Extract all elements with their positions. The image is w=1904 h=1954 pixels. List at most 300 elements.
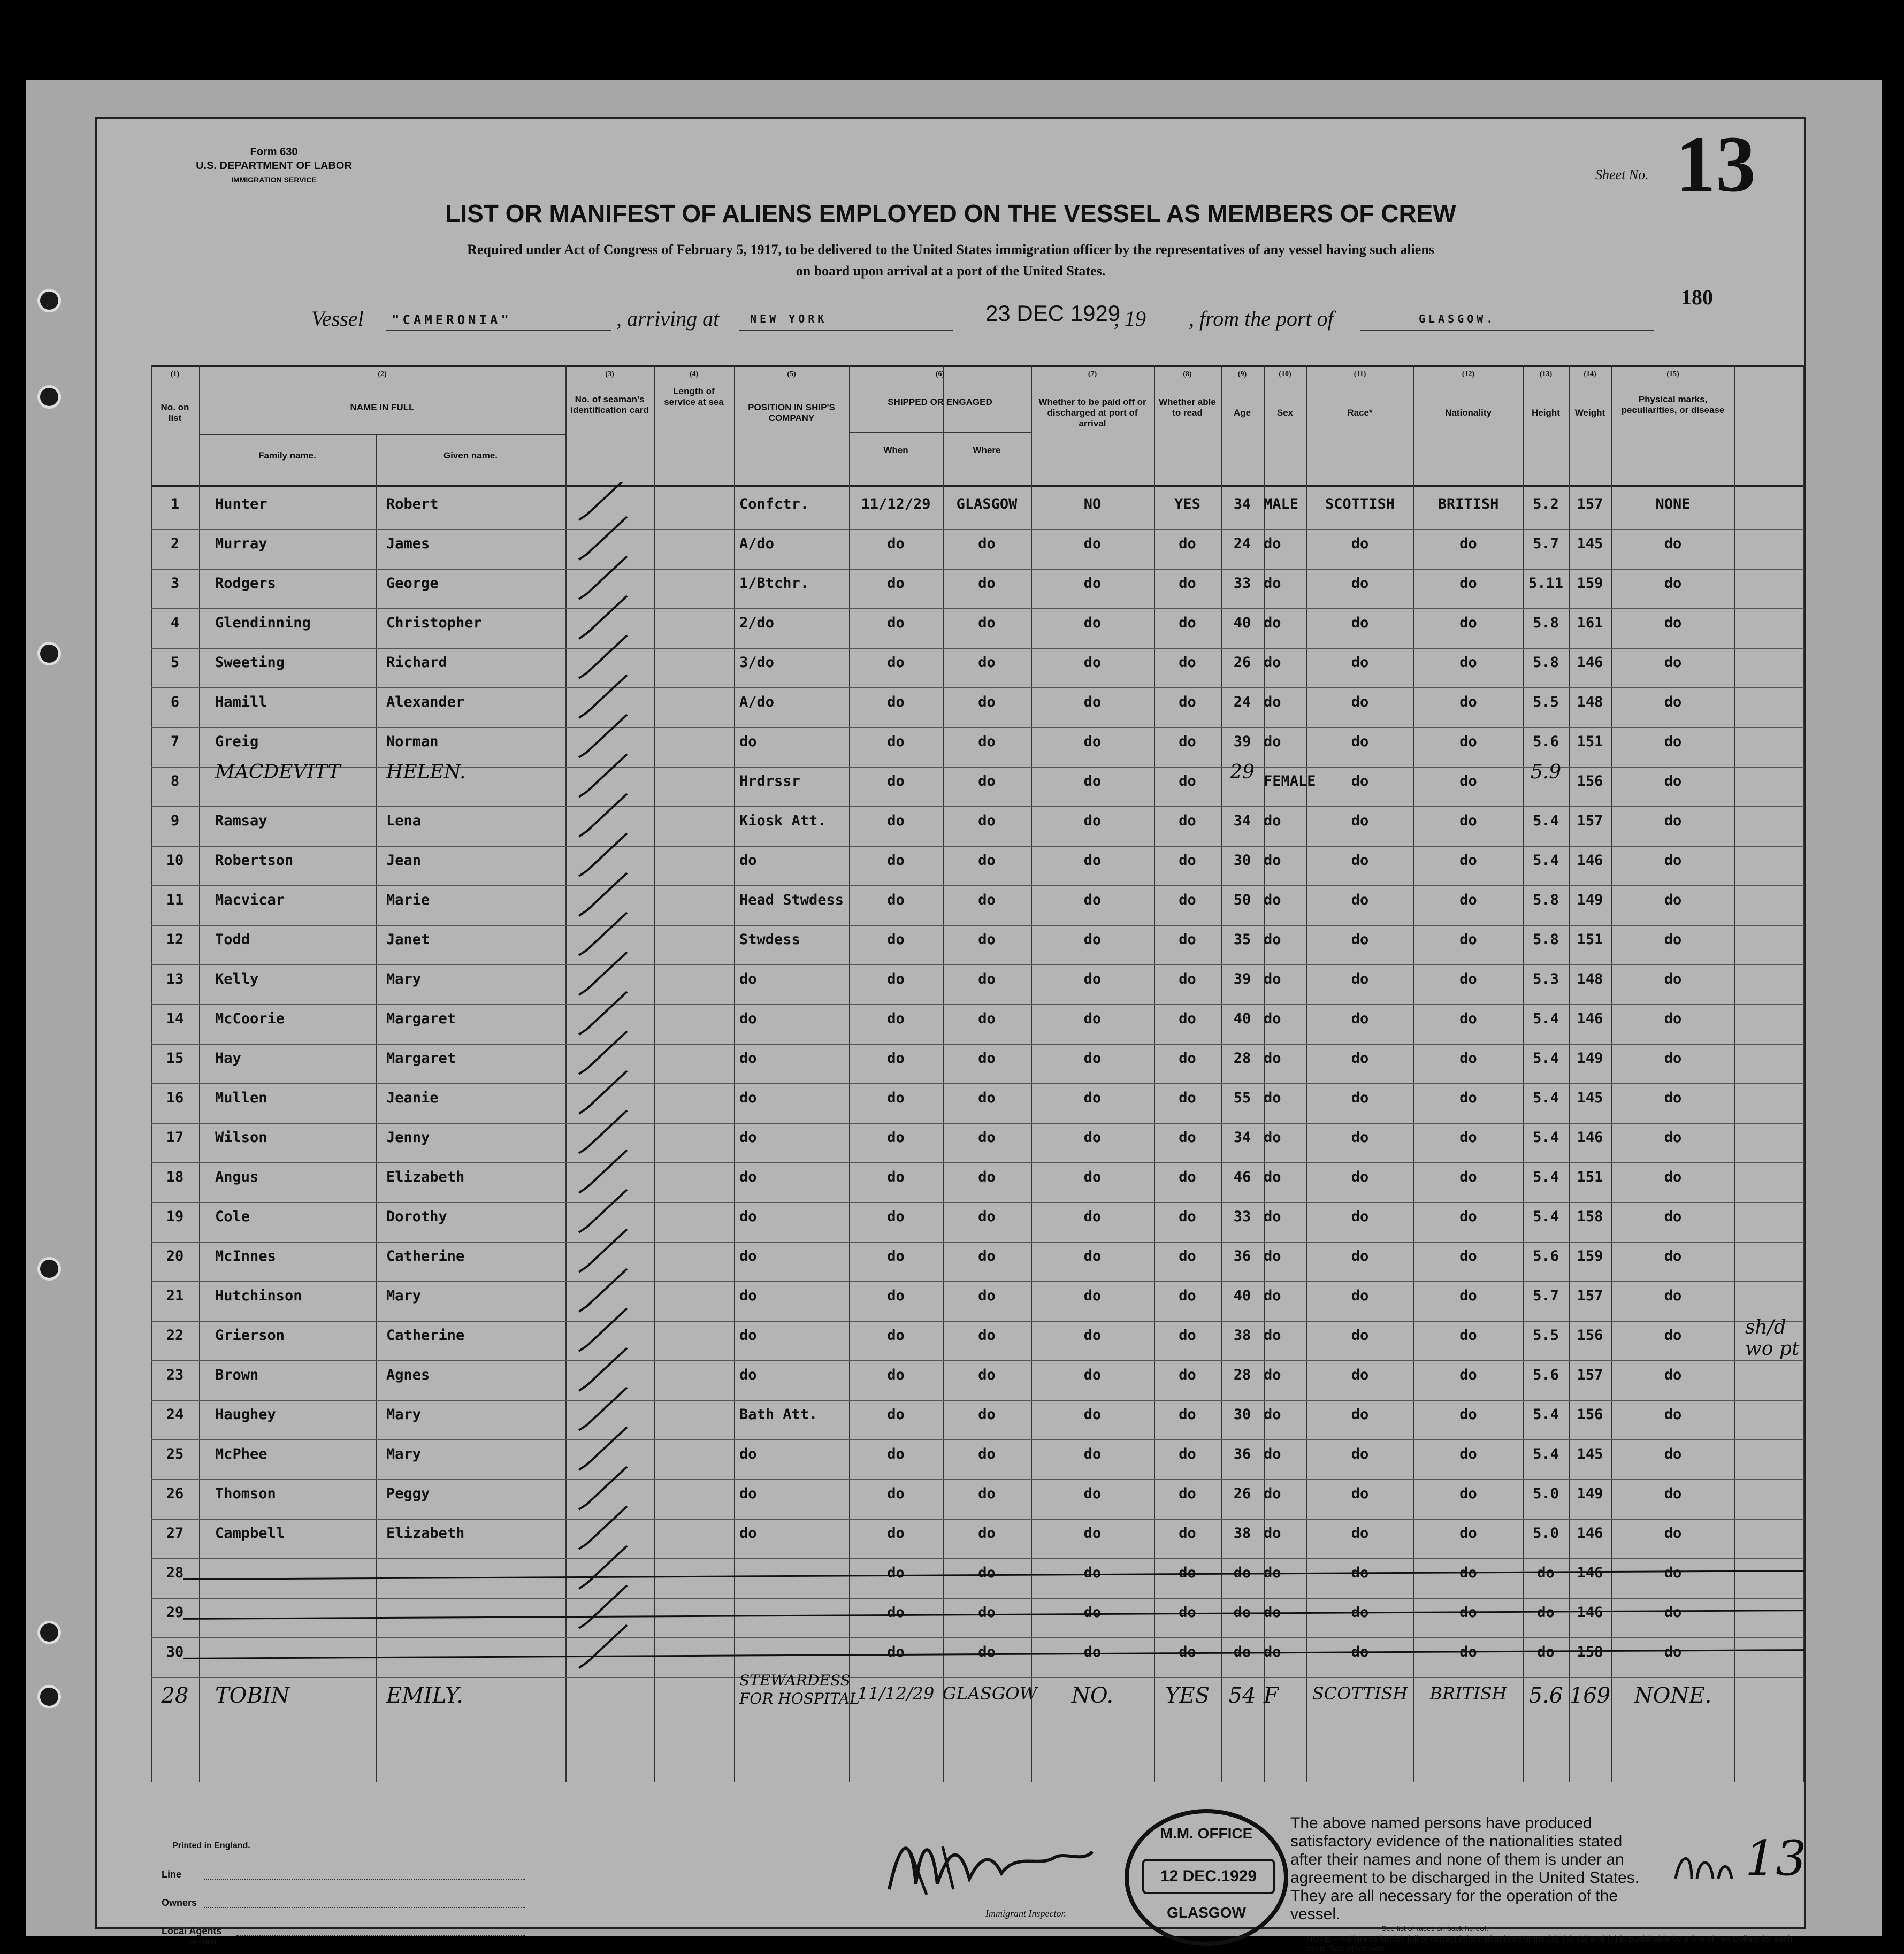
cell-weight: 146 (1577, 1565, 1603, 1581)
cell-read: do (1179, 1248, 1196, 1265)
cell-where: do (978, 1050, 996, 1067)
cell-no: 25 (166, 1446, 184, 1462)
cell-sex: do (1264, 1485, 1281, 1502)
check-mark (579, 1229, 627, 1272)
cell-no: 27 (166, 1525, 184, 1542)
col-header-age: Age (1233, 408, 1251, 418)
cell-height: 5.3 (1533, 971, 1559, 987)
col-header-weight: Weight (1574, 408, 1605, 418)
margin-note: sh/d wo pt (1745, 1316, 1800, 1360)
col-header-when: When (883, 445, 908, 455)
cell-weight: 157 (1577, 1367, 1603, 1383)
cell-weight: 149 (1577, 892, 1603, 908)
cell-sex: do (1264, 1090, 1281, 1106)
cell-sex: do (1264, 1525, 1281, 1542)
cell-height: 5.5 (1533, 1327, 1559, 1344)
cell-race: SCOTTISH (1312, 1683, 1408, 1704)
cell-family: Murray (215, 535, 267, 552)
cell-race: do (1351, 1090, 1369, 1106)
cell-marks: do (1664, 575, 1682, 592)
cell-marks: do (1664, 1446, 1682, 1462)
cell-nat: do (1459, 535, 1477, 552)
stamp-top-text: M.M. OFFICE (1160, 1825, 1253, 1842)
cell-family: Angus (215, 1169, 259, 1185)
cell-when: do (887, 1288, 905, 1304)
cell-family: Haughey (215, 1406, 276, 1423)
arriving-field (739, 306, 953, 331)
cell-given: Alexander (386, 694, 465, 710)
cell-position: Hrdrssr (739, 773, 800, 790)
cell-nat: do (1459, 733, 1477, 750)
cell-sex: FEMALE (1264, 773, 1316, 790)
cell-paid: do (1083, 1565, 1102, 1581)
cell-age: 28 (1233, 1367, 1251, 1383)
cell-height: 5.4 (1533, 1208, 1559, 1225)
cell-where: do (978, 1248, 996, 1265)
subtitle-line-2: on board upon arrival at a port of the United States. (796, 263, 1106, 279)
cell-no: 24 (166, 1406, 184, 1423)
cell-nat: do (1459, 773, 1477, 790)
cell-height: 5.8 (1533, 615, 1559, 631)
cell-given: Peggy (386, 1485, 430, 1502)
cell-family: Rodgers (215, 575, 276, 592)
cell-marks: do (1664, 535, 1682, 552)
cell-age: 24 (1233, 535, 1251, 552)
cell-nat: do (1459, 892, 1477, 908)
cell-no: 1 (170, 496, 180, 512)
cell-read: do (1179, 1050, 1196, 1067)
cell-where: do (978, 615, 996, 631)
handwritten-13: 13 (1745, 1830, 1807, 1887)
cell-age: 36 (1233, 1446, 1251, 1462)
cell-when: do (887, 1485, 905, 1502)
cell-nat: do (1459, 1129, 1477, 1146)
cell-nat: do (1459, 654, 1477, 671)
cell-no: 6 (170, 694, 180, 710)
cell-no: 15 (166, 1050, 184, 1067)
cell-age: 34 (1233, 1129, 1251, 1146)
cell-no: 5 (170, 654, 180, 671)
binder-hole (37, 1257, 61, 1281)
cell-given: Christopher (386, 615, 482, 631)
cell-paid: do (1083, 1604, 1102, 1621)
cell-read: do (1179, 694, 1196, 710)
cell-read: do (1179, 1367, 1196, 1383)
cell-where: do (978, 773, 996, 790)
cell-sex: do (1264, 1288, 1281, 1304)
cell-no: 28 (161, 1683, 189, 1708)
cell-age: 35 (1233, 931, 1251, 948)
check-mark (579, 1071, 627, 1114)
cell-position: A/do (739, 694, 775, 710)
check-mark (579, 1388, 627, 1430)
binder-hole (37, 642, 61, 665)
cell-when: do (887, 1406, 905, 1423)
cell-race: do (1351, 733, 1369, 750)
cell-read: do (1179, 1644, 1196, 1660)
cell-where: do (978, 1367, 996, 1383)
check-mark (579, 635, 627, 678)
col-header-paid: Whether to be paid off or discharged at port of arrival (1038, 397, 1146, 428)
cell-where: do (978, 813, 996, 829)
cell-given: Elizabeth (386, 1525, 465, 1542)
cell-where: do (978, 1604, 996, 1621)
cell-weight: 145 (1577, 1446, 1603, 1462)
cell-paid: NO. (1071, 1683, 1114, 1708)
cell-marks: do (1664, 1169, 1682, 1185)
cell-marks: do (1664, 615, 1682, 631)
cell-nat: do (1459, 931, 1477, 948)
check-mark (579, 873, 627, 916)
cell-nat: do (1459, 971, 1477, 987)
cell-marks: do (1664, 1604, 1682, 1621)
cell-no: 28 (166, 1565, 184, 1581)
cell-where: GLASGOW (943, 1683, 1037, 1704)
cell-read: do (1179, 1485, 1196, 1502)
cell-weight: 158 (1577, 1644, 1603, 1660)
cell-nat: do (1459, 1525, 1477, 1542)
cell-family: Glendinning (215, 615, 311, 631)
cell-where: GLASGOW (956, 496, 1018, 512)
cell-nat: do (1459, 852, 1477, 869)
cell-weight: 146 (1577, 852, 1603, 869)
cell-nat: do (1459, 1367, 1477, 1383)
cell-when: do (887, 1604, 905, 1621)
cell-when: do (887, 535, 905, 552)
form-number: Form 630 (250, 146, 298, 158)
col-num: (2) (378, 370, 387, 378)
cell-weight: 156 (1577, 1406, 1603, 1423)
cell-family: Grierson (215, 1327, 285, 1344)
cell-position: do (739, 971, 757, 987)
cell-given: HELEN. (386, 761, 466, 783)
cell-when: do (887, 971, 905, 987)
col-num: (14) (1584, 370, 1596, 378)
cell-marks: do (1664, 654, 1682, 671)
check-mark (579, 517, 627, 560)
cell-height: 5.9 (1530, 761, 1562, 783)
cell-race: do (1351, 654, 1369, 671)
see-list-note: See list of races on back hereof. (1381, 1924, 1488, 1933)
cell-marks: do (1664, 1090, 1682, 1106)
inspector-signature (878, 1820, 1103, 1911)
cell-family: Todd (215, 931, 250, 948)
cell-paid: do (1083, 733, 1102, 750)
binder-hole (37, 1685, 61, 1708)
cell-race: do (1351, 971, 1369, 987)
cell-given: Jeanie (386, 1090, 439, 1106)
cell-where: do (978, 733, 996, 750)
cell-race: do (1351, 1604, 1369, 1621)
cell-race: do (1351, 1129, 1369, 1146)
cell-age: 34 (1233, 496, 1251, 512)
cell-nat: do (1459, 1010, 1477, 1027)
cell-marks: do (1664, 773, 1682, 790)
cell-read: do (1179, 1010, 1196, 1027)
nota: NOTE.—Failure to furnish full or correct information in columns (3), (5), (6) and (7) is punishable by a fine of Ten Dollars for each alien. See other side. (1306, 1935, 1793, 1953)
cell-height: 5.8 (1533, 931, 1559, 948)
cell-no: 2 (170, 535, 180, 552)
cell-position: 3/do (739, 654, 775, 671)
cell-position: do (739, 733, 757, 750)
check-mark (579, 1150, 627, 1193)
cell-nat: do (1459, 1327, 1477, 1344)
cell-position: do (739, 1050, 757, 1067)
cell-read: do (1179, 773, 1196, 790)
from-port: GLASGOW. (1419, 312, 1496, 325)
cell-race: do (1351, 575, 1369, 592)
cell-family: Hutchinson (215, 1288, 302, 1304)
arriving-port: NEW YORK (750, 312, 828, 325)
cell-race: do (1351, 1644, 1369, 1660)
cell-position: do (739, 1446, 757, 1462)
check-mark (579, 556, 627, 599)
check-mark (579, 1348, 627, 1391)
cell-nat: do (1459, 1565, 1477, 1581)
col-num: (5) (787, 370, 796, 378)
cell-when: do (887, 1090, 905, 1106)
cell-race: do (1351, 1446, 1369, 1462)
cell-age: 26 (1233, 654, 1251, 671)
check-mark (579, 1546, 627, 1589)
cell-sex: do (1264, 1446, 1281, 1462)
cell-where: do (978, 1485, 996, 1502)
cell-height: 5.4 (1533, 813, 1559, 829)
cell-race: do (1351, 852, 1369, 869)
cell-given: Margaret (386, 1010, 456, 1027)
cell-height: 5.4 (1533, 1446, 1559, 1462)
cell-height: 5.4 (1533, 852, 1559, 869)
cell-height: 5.11 (1528, 575, 1564, 592)
cell-when: do (887, 1248, 905, 1265)
cell-marks: do (1664, 1525, 1682, 1542)
check-mark (579, 952, 627, 995)
check-mark (579, 1625, 627, 1668)
cell-paid: do (1083, 852, 1102, 869)
cell-position: A/do (739, 535, 775, 552)
cell-family: McPhee (215, 1446, 267, 1462)
cell-paid: do (1083, 1169, 1102, 1185)
check-mark (579, 833, 627, 876)
cell-no: 12 (166, 931, 184, 948)
mm-office-stamp (1125, 1809, 1288, 1946)
cell-weight: 151 (1577, 1169, 1603, 1185)
cell-sex: do (1264, 852, 1281, 869)
col-num: (15) (1666, 370, 1679, 378)
binder-hole (37, 289, 61, 312)
cell-sex: do (1264, 1208, 1281, 1225)
cell-no: 4 (170, 615, 180, 631)
cell-no: 14 (166, 1010, 184, 1027)
cell-nat: do (1459, 1288, 1477, 1304)
cell-race: do (1351, 1406, 1369, 1423)
cell-position: do (739, 1288, 757, 1304)
cell-no: 7 (170, 733, 180, 750)
cell-age: 30 (1233, 1406, 1251, 1423)
cell-age: 34 (1233, 813, 1251, 829)
check-mark (579, 1427, 627, 1470)
cell-nat: do (1459, 694, 1477, 710)
cell-height: 5.6 (1533, 1248, 1559, 1265)
cell-read: do (1179, 1169, 1196, 1185)
cell-where: do (978, 654, 996, 671)
cell-height: 5.8 (1533, 654, 1559, 671)
cell-given: Mary (386, 1288, 422, 1304)
col-header-where: Where (973, 445, 1001, 455)
col-num: (11) (1354, 370, 1366, 378)
cell-position: do (739, 1129, 757, 1146)
col-header-read: Whether able to read (1159, 397, 1216, 418)
cell-height: 5.0 (1533, 1485, 1559, 1502)
col-header-nationality: Nationality (1445, 408, 1492, 418)
cell-given: Marie (386, 892, 430, 908)
cell-sex: do (1264, 1248, 1281, 1265)
check-mark (579, 675, 627, 718)
cell-where: do (978, 1446, 996, 1462)
cell-position: do (739, 1090, 757, 1106)
from-field (1360, 306, 1654, 331)
cell-where: do (978, 694, 996, 710)
stamp-bottom-text: GLASGOW (1167, 1904, 1246, 1921)
cell-position: 2/do (739, 615, 775, 631)
declaration: The above named persons have produced satisfactory evidence of the nationalities stated after their names and none of them is under an agreement to be discharged in the United States. They are all necessary for the operation of the vessel. (1290, 1814, 1640, 1923)
printed-note: Printed in England. (172, 1841, 250, 1850)
page-reference: 180 (1681, 285, 1713, 309)
cell-given: Agnes (386, 1367, 430, 1383)
cell-sex: do (1264, 575, 1281, 592)
cell-paid: do (1083, 694, 1102, 710)
cell-given: EMILY. (386, 1683, 463, 1708)
cell-marks: do (1664, 1644, 1682, 1660)
manifest-form (95, 117, 1807, 1953)
cell-position: 1/Btchr. (739, 575, 809, 592)
cell-age: 33 (1233, 1208, 1251, 1225)
cell-where: do (978, 892, 996, 908)
cell-weight: 146 (1577, 1604, 1603, 1621)
cell-weight: 151 (1577, 733, 1603, 750)
cell-height: do (1537, 1604, 1555, 1621)
cell-weight: 145 (1577, 1090, 1603, 1106)
cell-family: Mullen (215, 1090, 267, 1106)
cell-paid: do (1083, 1525, 1102, 1542)
check-mark (579, 596, 627, 639)
cell-height: 5.8 (1533, 892, 1559, 908)
cell-given: Lena (386, 813, 422, 829)
col-num: (3) (605, 370, 614, 378)
cell-sex: do (1264, 615, 1281, 631)
cell-weight: 146 (1577, 654, 1603, 671)
cell-where: do (978, 575, 996, 592)
cell-given: Robert (386, 496, 439, 512)
cell-marks: do (1664, 1327, 1682, 1344)
cell-when: do (887, 1525, 905, 1542)
cell-position: Confctr. (739, 496, 809, 512)
cell-read: do (1179, 1446, 1196, 1462)
cell-when: do (887, 1327, 905, 1344)
cell-race: do (1351, 1208, 1369, 1225)
cell-given: Richard (386, 654, 447, 671)
cell-family: Hunter (215, 496, 267, 512)
col-num: (7) (1088, 370, 1097, 378)
cell-position: Head Stwdess (739, 892, 844, 908)
cell-read: do (1179, 1288, 1196, 1304)
cell-paid: do (1083, 1010, 1102, 1027)
cell-weight: 146 (1577, 1525, 1603, 1542)
cell-when: do (887, 1050, 905, 1067)
cell-no: 9 (170, 813, 180, 829)
cell-family: Thomson (215, 1485, 276, 1502)
cell-when: do (887, 931, 905, 948)
cell-height: do (1537, 1565, 1555, 1581)
cell-when: do (887, 575, 905, 592)
cell-read: do (1179, 1090, 1196, 1106)
cell-age: 30 (1233, 852, 1251, 869)
cell-weight: 148 (1577, 694, 1603, 710)
cell-when: do (887, 1010, 905, 1027)
cell-where: do (978, 535, 996, 552)
cell-read: do (1179, 971, 1196, 987)
cell-age: do (1233, 1644, 1251, 1660)
cell-marks: do (1664, 971, 1682, 987)
cell-when: 11/12/29 (861, 496, 931, 512)
cell-family: Cole (215, 1208, 250, 1225)
cell-age: 29 (1230, 761, 1255, 783)
department: U.S. DEPARTMENT OF LABOR (196, 160, 352, 172)
cell-nat: do (1459, 1208, 1477, 1225)
cell-race: do (1351, 1288, 1369, 1304)
cell-sex: F (1264, 1683, 1279, 1708)
cell-when: 11/12/29 (857, 1683, 935, 1704)
cell-marks: NONE (1655, 496, 1691, 512)
cell-no: 22 (166, 1327, 184, 1344)
cell-when: do (887, 694, 905, 710)
cell-paid: do (1083, 1406, 1102, 1423)
cell-weight: 149 (1577, 1485, 1603, 1502)
cell-height: 5.4 (1533, 1129, 1559, 1146)
cell-height: 5.6 (1533, 1367, 1559, 1383)
cell-read: do (1179, 615, 1196, 631)
col-num: (13) (1539, 370, 1553, 378)
cell-age: do (1233, 1565, 1251, 1581)
cell-where: do (978, 1565, 996, 1581)
cell-nat: BRITISH (1437, 496, 1499, 512)
col-header-marks: Physical marks, peculiarities, or disease (1621, 394, 1725, 415)
cell-position: Kiosk Att. (739, 813, 827, 829)
cell-sex: do (1264, 1565, 1281, 1581)
col-header-name: NAME IN FULL (350, 402, 415, 412)
cell-paid: do (1083, 535, 1102, 552)
cell-marks: do (1664, 733, 1682, 750)
cell-nat: do (1459, 1446, 1477, 1462)
cell-sex: do (1264, 1406, 1281, 1423)
cell-race: do (1351, 931, 1369, 948)
cell-height: 5.2 (1533, 496, 1559, 512)
col-header-service: Length of service at sea (664, 386, 724, 407)
cell-read: do (1179, 1129, 1196, 1146)
cell-weight: 157 (1577, 1288, 1603, 1304)
cell-sex: do (1264, 1010, 1281, 1027)
cell-when: do (887, 813, 905, 829)
cell-given: George (386, 575, 439, 592)
cell-where: do (978, 1208, 996, 1225)
cell-paid: do (1083, 971, 1102, 987)
arriving-label: , arriving at (616, 306, 720, 331)
cell-height: 5.7 (1533, 1288, 1559, 1304)
cell-sex: do (1264, 1050, 1281, 1067)
cell-height: 5.6 (1533, 733, 1559, 750)
cell-nat: do (1459, 615, 1477, 631)
cell-read: do (1179, 654, 1196, 671)
